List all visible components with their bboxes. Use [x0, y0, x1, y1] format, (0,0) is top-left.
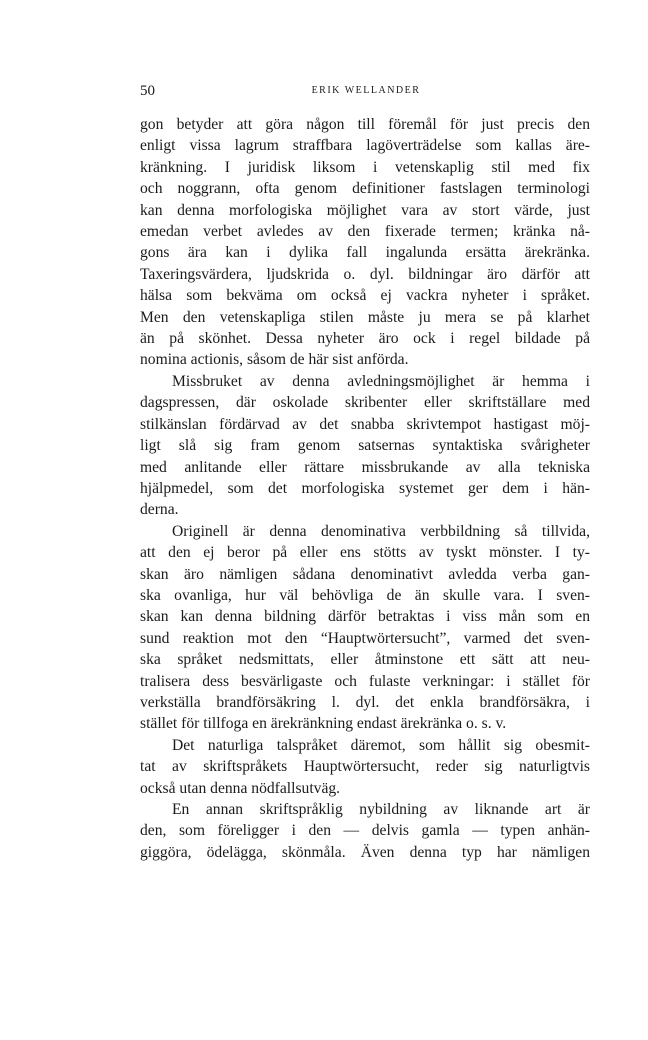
text-line: stället för tillfoga en ärekränkning endast ärekränka o. s. v. — [140, 715, 507, 733]
text-line: derna. — [140, 501, 179, 519]
text-line: tat av skriftspråkets Hauptwörtersucht, reder sig naturligtvis — [140, 758, 590, 776]
text-line: emedan verbet avledes av den fixerade termen; kränka nå- — [140, 223, 590, 241]
text-line: nomina actionis, såsom de här sist anförda. — [140, 351, 409, 369]
text-line: gons ära kan i dylika fall ingalunda ersätta ärekränka. — [140, 244, 590, 262]
text-line: giggöra, ödelägga, skönmåla. Även denna typ har nämligen — [140, 843, 590, 861]
text-line: än på skönhet. Dessa nyheter äro ock i regel bildade på — [140, 330, 590, 348]
text-line: tralisera dess besvärligaste och fulaste verkningar: i stället för — [140, 672, 590, 690]
text-line: sund reaktion mot den “Hauptwörtersucht”, varmed det sven- — [140, 629, 590, 647]
text-line: kan denna morfologiska möjlighet vara av stort värde, just — [140, 201, 590, 219]
text-line: ligt slå sig fram genom satsernas syntaktiska svårigheter — [140, 437, 590, 455]
text-line: hälsa som bekväma om också ej vackra nyheter i språket. — [140, 287, 590, 305]
text-line: att den ej beror på eller ens stötts av tyskt mönster. I ty- — [140, 544, 590, 562]
text-line: ska språket nedsmittats, eller åtminstone ett sätt att neu- — [140, 651, 590, 669]
text-line: Missbruket av denna avledningsmöjlighet är hemma i — [172, 372, 590, 390]
text-line: också utan denna nödfallsutväg. — [140, 779, 341, 797]
text-line: enligt vissa lagrum straffbara lagöverträdelse som kallas äre- — [140, 137, 590, 155]
page-number: 50 — [140, 83, 155, 99]
text-line: hjälpmedel, som det morfologiska systemet ger dem i hän- — [140, 479, 590, 497]
text-line: Originell är denna denominativa verbbildning så tillvida, — [172, 522, 590, 540]
text-line: och noggrann, ofta genom definitioner fastslagen terminologi — [140, 180, 590, 198]
text-line: stilkänslan fördärvad av det snabba skrivtempot hastigast möj- — [140, 415, 590, 433]
text-line: Taxeringsvärdera, ljudskrida o. dyl. bildningar äro därför att — [140, 265, 590, 283]
text-line: dagspressen, där oskolade skribenter eller skriftställare med — [140, 394, 590, 412]
text-line: skan kan denna bildning därför betraktas i viss mån som en — [140, 608, 590, 626]
text-line: skan äro nämligen sådana denominativt avledda verba gan- — [140, 565, 590, 583]
text-line: kränkning. I juridisk liksom i vetenskaplig stil med fix — [140, 158, 590, 176]
text-line: verkställa brandförsäkring l. dyl. det enkla brandförsäkra, i — [140, 693, 590, 711]
text-line: med anlitande eller rättare missbrukande av alla tekniska — [140, 458, 590, 476]
text-line: gon betyder att göra någon till föremål för just precis den — [140, 116, 590, 133]
text-line: Det naturliga talspråket däremot, som hållit sig obesmit- — [172, 736, 590, 754]
body-text — [140, 114, 590, 863]
text-line: ska ovanliga, hur väl behövliga de än skulle vara. I sven- — [140, 586, 590, 604]
text-line: En annan skriftspråklig nybildning av liknande art är — [172, 801, 590, 818]
text-line: Men den vetenskapliga stilen måste ju mera se på klarhet — [140, 308, 590, 326]
page-header — [140, 83, 592, 103]
running-head: ERIK WELLANDER — [311, 85, 421, 96]
text-line: den, som föreligger i den — delvis gamla — typen anhän- — [140, 822, 590, 840]
